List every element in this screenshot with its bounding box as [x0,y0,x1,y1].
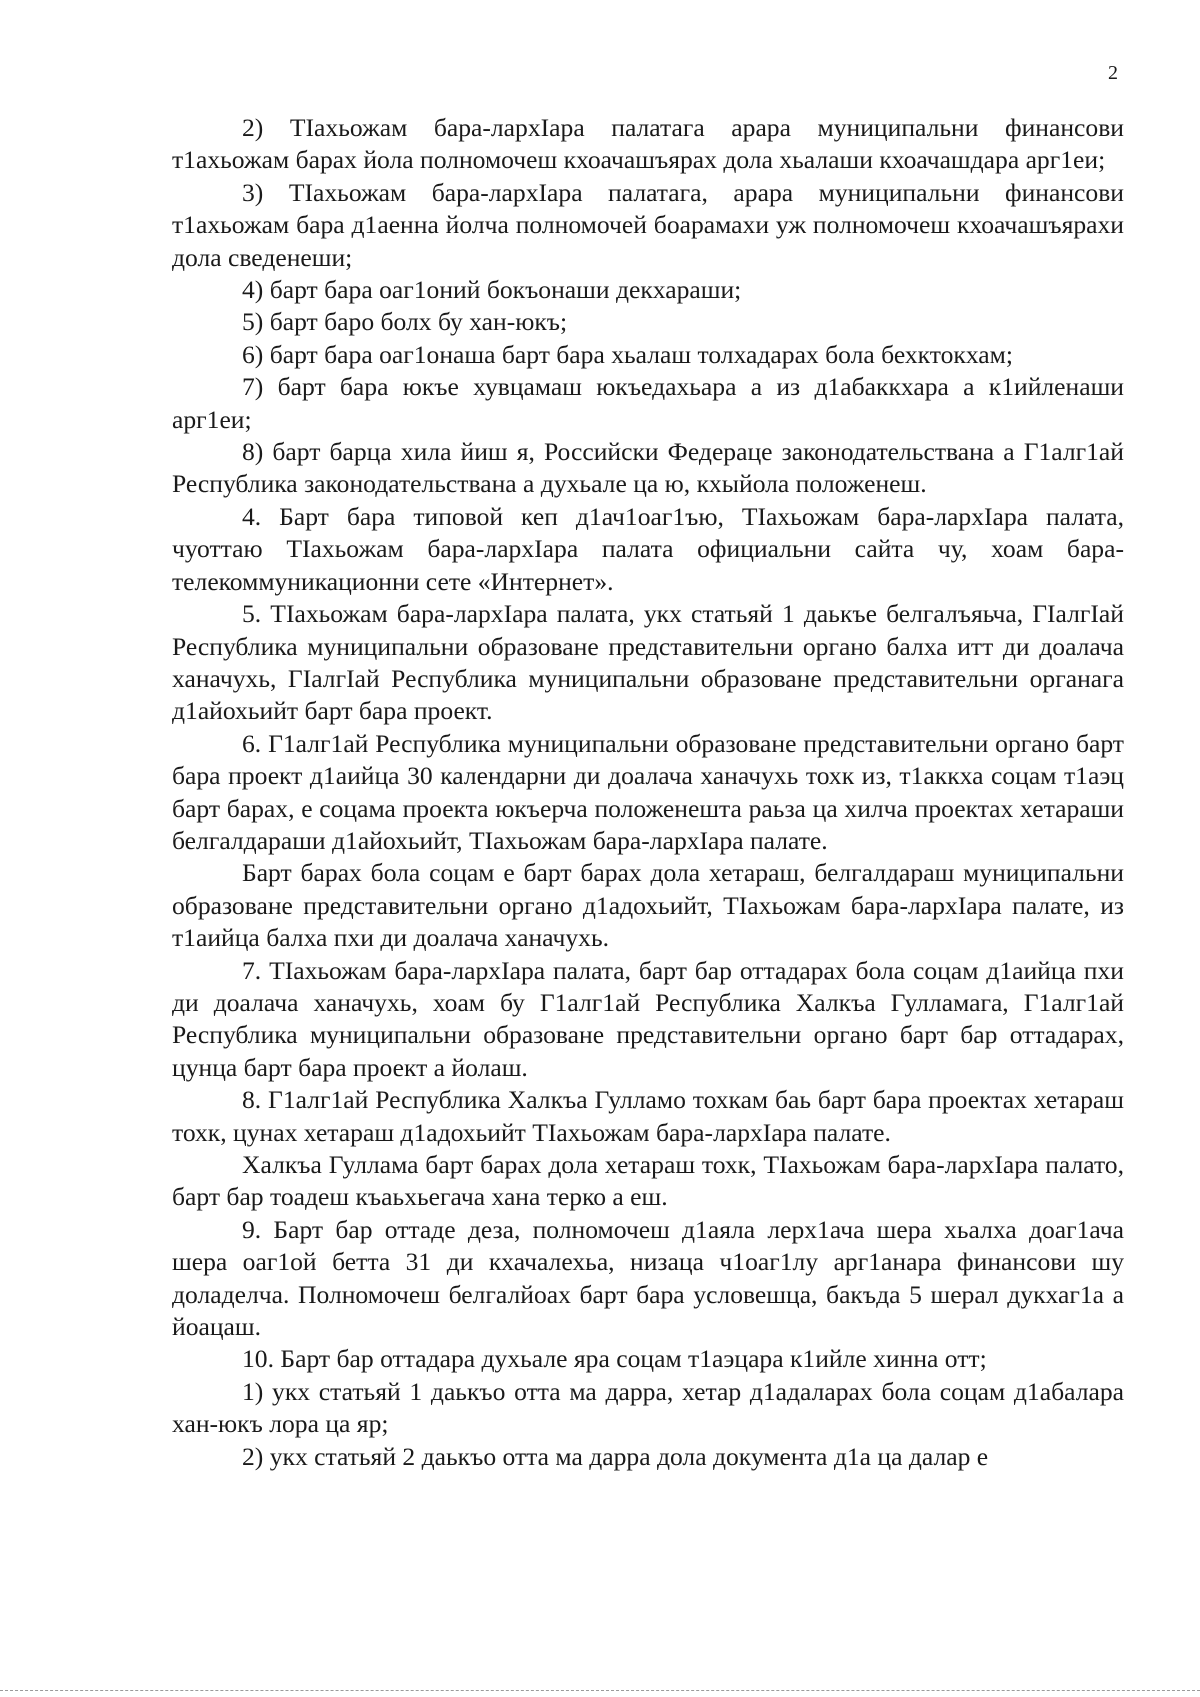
paragraph: 6) барт бара оаг1онаша барт бара хьалаш толхадарах бола бехктокхам; [242,339,1013,369]
paragraph: 10. Барт бар оттадара духьале яра соцам т1аэцара к1ийле хинна отт; [242,1344,987,1374]
paragraph: 7. ТIахьожам бара-лархIара палата, барт бар оттадарах бола соцам д1аийца пхи ди доалача ханачухь, хоам бу Г1алг1ай Республика Халкъа Гулламага, Г1алг1ай Республика муниципальни образоване представительни органо барт бар оттадарах, цунца барт бара проект а йолаш. [172,955,1124,1082]
paragraph: 2) ТIахьожам бара-лархIара палатага арара муниципальни финансови т1ахьожам барах йола полномочеш кхоачашъярах дола хьалаши кхоачашдара арг1еи; [172,113,1124,175]
page-number: 2 [1108,62,1118,84]
paragraph: 8) барт барца хила йиш я, Российски Федераце законодательствана а Г1алг1ай Республика законодательствана а духьале ца ю, кхыйола положенеш. [172,437,1124,499]
paragraph: 4) барт бара оаг1оний бокъонаши декхараши; [242,275,742,305]
paragraph: 7) барт бара юкъе хувцамаш юкъедахьара а из д1абаккхара а к1ийленаши арг1еи; [172,372,1124,434]
paragraph: 4. Барт бара типовой кеп д1ач1оаг1ъю, ТIахьожам бара-лархIара палата, чуоттаю ТIахьожам бара-лархIара палата официальни сайта чу, хоам бара-телекоммуникационни сете «Интернет». [172,501,1124,596]
paragraph: 9. Барт бар оттаде деза, полномочеш д1аяла лерх1ача шера хьалха доаг1ача шера оаг1ой бетта 31 ди кхачалехьа, низаца ч1оаг1лу арг1анара финансови шу доладелча. Полномочеш белгалйоах барт бара условешца, бакъда 5 шерал дукхаг1а а йоацаш. [172,1214,1124,1342]
paragraph: 5. ТIахьожам бара-лархIара палата, укх статьяй 1 даькъе белгалъяьча, ГIалгIай Республика муниципальни образоване представительни органо балха итт ди доалача ханачухь, ГIалгIай Республика муниципальни образоване представительни органага д1айохьийт барт бара проект. [172,599,1124,726]
paragraph: 1) укх статьяй 1 даькъо отта ма дарра, хетар д1адаларах бола соцам д1абалара хан-юкъ лора ца яр; [172,1376,1124,1439]
paragraph: Халкъа Гуллама барт барах дола хетараш тохк, ТIахьожам бара-лархIара палато, барт бар тоадеш къаьхьегача хана терко а еш. [172,1150,1124,1212]
paragraph: 8. Г1алг1ай Республика Халкъа Гулламо тохкам баь барт бара проектах хетараш тохк, цунах хетараш д1адохьийт ТIахьожам бара-лархIара палате. [172,1085,1124,1147]
paragraph: 2) укх статьяй 2 даькъо отта ма дарра дола документа д1а ца далар е [242,1441,989,1471]
document-body [172,112,1124,1473]
paragraph: 3) ТIахьожам бара-лархIара палатага, арара муниципальни финансови т1ахьожам бара д1аенна йолча полномочей боарамахи уж полномочеш кхоачашъярахи дола сведенеши; [172,177,1124,272]
paragraph: Барт барах бола соцам е барт барах дола хетараш, белгалдараш муниципальни образоване представительни органо д1адохьийт, ТIахьожам бара-лархIара палате, из т1аийца балха пхи ди доалача ханачухь. [172,858,1124,953]
paragraph: 6. Г1алг1ай Республика муниципальни образоване представительни органо барт бара проект д1аийца 30 календарни ди доалача ханачухь тохк из, т1аккха соцам т1аэц барт барах, е соцама проекта юкъерча положенешта раьза ца хилча проектах хетараши белгалдараши д1айохьийт, ТIахьожам бара-лархIара палате. [172,728,1124,855]
paragraph: 5) барт баро болх бу хан-юкъ; [242,307,568,337]
scan-edge-line [0,1690,1200,1691]
